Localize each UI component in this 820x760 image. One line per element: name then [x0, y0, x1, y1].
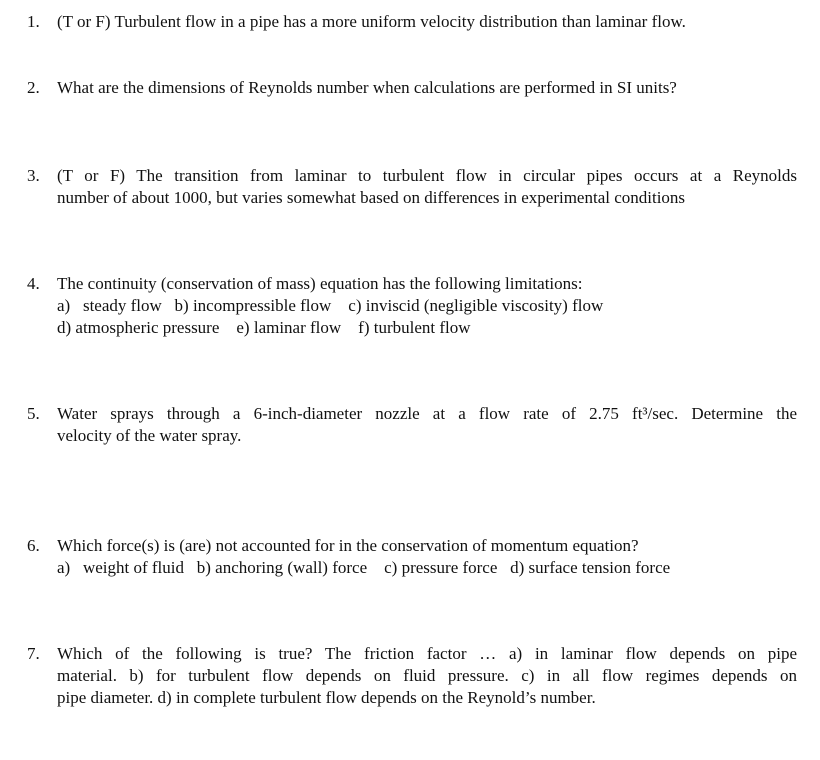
question-number: 2.: [27, 78, 40, 97]
answer-options: d) atmospheric pressure e) laminar flow f) turbulent flow: [57, 318, 471, 337]
answer-options: a) weight of fluid b) anchoring (wall) force c) pressure force d) surface tension force: [57, 558, 671, 577]
question-line: (T or F) The transition from laminar to turbulent flow in circular pipes occurs at a Reynolds: [57, 166, 797, 185]
question-number: 1.: [27, 12, 40, 31]
question-number: 7.: [27, 644, 40, 663]
question-line: number of about 1000, but varies somewhat based on differences in experimental conditions: [57, 188, 686, 207]
question-text: [57, 11, 797, 33]
question-number: 6.: [27, 536, 40, 555]
question-text: [57, 165, 797, 209]
question-line: Water sprays through a 6-inch-diameter nozzle at a flow rate of 2.75 ft³/sec. Determine the: [57, 404, 797, 423]
question-number: 4.: [27, 274, 40, 293]
question-line: Which of the following is true? The friction factor … a) in laminar flow depends on pipe: [57, 644, 797, 663]
question-text: [57, 403, 797, 447]
question-text: [57, 535, 797, 579]
answer-options: a) steady flow b) incompressible flow c) inviscid (negligible viscosity) flow: [57, 296, 604, 315]
question-line: pipe diameter. d) in complete turbulent flow depends on the Reynold’s number.: [57, 688, 596, 707]
question-line: (T or F) Turbulent flow in a pipe has a more uniform velocity distribution than laminar flow.: [57, 12, 686, 31]
question-number: 5.: [27, 404, 40, 423]
question-text: [57, 77, 797, 99]
question-line: velocity of the water spray.: [57, 426, 242, 445]
question-number: 3.: [27, 166, 40, 185]
question-line: material. b) for turbulent flow depends on fluid pressure. c) in all flow regimes depends on: [57, 666, 797, 685]
question-line: The continuity (conservation of mass) equation has the following limitations:: [57, 274, 583, 293]
question-text: [57, 643, 797, 709]
question-line: Which force(s) is (are) not accounted for in the conservation of momentum equation?: [57, 536, 639, 555]
question-line: What are the dimensions of Reynolds number when calculations are performed in SI units?: [57, 78, 677, 97]
question-text: [57, 273, 797, 339]
